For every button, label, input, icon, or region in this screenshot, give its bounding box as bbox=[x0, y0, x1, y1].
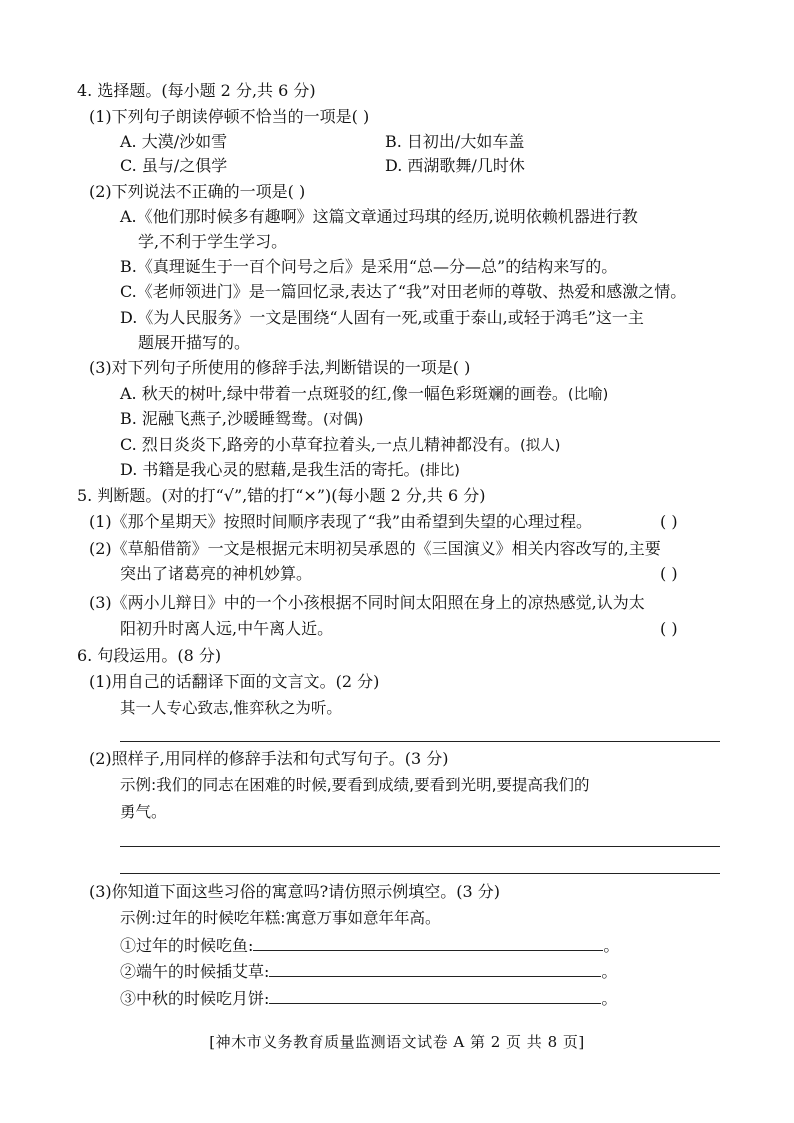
q4-sub3-option-c bbox=[120, 434, 560, 457]
q5-heading: 5. 判断题。(对的打“√”,错的打“×”)(每小题 2 分,共 6 分) bbox=[77, 486, 486, 505]
q4-sub2-option-a-line1: A.《他们那时候多有趣啊》这篇文章通过玛琪的经历,说明依赖机器进行教 bbox=[120, 207, 638, 226]
q4-sub3-option-a bbox=[120, 383, 608, 406]
q6-sub3-item1-label: ①过年的时候吃鱼: bbox=[120, 936, 254, 955]
q6-sub2-answer-line-1[interactable] bbox=[120, 846, 720, 847]
q4-sub3-option-d bbox=[120, 459, 460, 482]
q6-sub2-example-line2: 勇气。 bbox=[120, 803, 167, 821]
q4-sub1-option-a: A. 大漠/沙如雪 bbox=[120, 132, 228, 151]
q5-item1-answer-paren[interactable]: ( ) bbox=[660, 512, 678, 531]
q5-item2-line1: (2)《草船借箭》一文是根据元末明初吴承恩的《三国演义》相关内容改写的,主要 bbox=[89, 539, 661, 558]
q5-item3-answer-paren[interactable]: ( ) bbox=[660, 619, 678, 638]
q6-sub3-item3-label: ③中秋的时候吃月饼: bbox=[120, 989, 270, 1008]
q4-sub3-option-b-tag: (对偶) bbox=[323, 412, 364, 428]
q5-item3-line2: 阳初升时离人远,中午离人近。 bbox=[120, 619, 334, 638]
q5-item2-line2: 突出了诸葛亮的神机妙算。 bbox=[120, 564, 313, 583]
q6-heading: 6. 句段运用。(8 分) bbox=[77, 646, 222, 665]
q4-sub2-option-a-line2: 学,不利于学生学习。 bbox=[138, 232, 288, 251]
q6-sub1-classical-text: 其一人专心致志,惟弈秋之为听。 bbox=[120, 699, 342, 717]
q6-sub1-stem: (1)用自己的话翻译下面的文言文。(2 分) bbox=[89, 672, 380, 691]
q6-sub1-answer-line[interactable] bbox=[120, 741, 720, 742]
q4-sub2-option-d-line1: D.《为人民服务》一文是围绕“人固有一死,或重于泰山,或轻于鸿毛”这一主 bbox=[120, 308, 644, 327]
q4-sub2-stem: (2)下列说法不正确的一项是( ) bbox=[89, 182, 306, 201]
q4-sub2-option-d-line2: 题展开描写的。 bbox=[138, 333, 251, 352]
q4-sub3-option-c-text: C. 烈日炎炎下,路旁的小草耷拉着头,一点儿精神都没有。 bbox=[120, 435, 521, 454]
page-footer: [神木市义务教育质量监测语文试卷 A 第 2 页 共 8 页] bbox=[209, 1033, 585, 1051]
q4-heading: 4. 选择题。(每小题 2 分,共 6 分) bbox=[77, 81, 316, 100]
q4-sub3-option-c-tag: (拟人) bbox=[520, 438, 561, 454]
q6-sub3-example: 示例:过年的时候吃年糕:寓意万事如意年年高。 bbox=[120, 909, 441, 927]
q4-sub1-stem: (1)下列句子朗读停顿不恰当的一项是( ) bbox=[89, 107, 370, 126]
q4-sub3-option-a-tag: (比喻) bbox=[567, 387, 609, 403]
q5-item3-line1: (3)《两小儿辩日》中的一个小孩根据不同时间太阳照在身上的凉热感觉,认为太 bbox=[89, 593, 645, 612]
q6-sub3-item2-end: 。 bbox=[601, 962, 618, 981]
q6-sub3-item2-label: ②端午的时候插艾草: bbox=[120, 962, 270, 981]
q4-sub2-option-b: B.《真理诞生于一百个问号之后》是采用“总—分—总”的结构来写的。 bbox=[120, 257, 618, 276]
q6-sub2-example-line1: 示例:我们的同志在困难的时候,要看到成绩,要看到光明,要提高我们的 bbox=[120, 776, 590, 794]
q6-sub2-stem: (2)照样子,用同样的修辞手法和句式写句子。(3 分) bbox=[89, 749, 449, 768]
q4-sub1-option-d: D. 西湖歌舞/几时休 bbox=[385, 156, 525, 175]
q4-sub3-option-d-text: D. 书籍是我心灵的慰藉,是我生活的寄托。 bbox=[120, 460, 420, 479]
q4-sub3-option-b-text: B. 泥融飞燕子,沙暖睡鸳鸯。 bbox=[120, 409, 324, 428]
q4-sub3-stem: (3)对下列句子所使用的修辞手法,判断错误的一项是( ) bbox=[89, 358, 471, 377]
q5-item1: (1)《那个星期天》按照时间顺序表现了“我”由希望到失望的心理过程。 bbox=[89, 512, 593, 531]
q6-sub3-item2 bbox=[120, 960, 617, 983]
q6-sub3-item1-blank[interactable] bbox=[253, 934, 603, 951]
q5-item2-answer-paren[interactable]: ( ) bbox=[660, 564, 678, 583]
q4-sub1-option-c: C. 虽与/之俱学 bbox=[120, 156, 228, 175]
q4-sub2-option-c: C.《老师领进门》是一篇回忆录,表达了“我”对田老师的尊敬、热爱和感激之情。 bbox=[120, 282, 687, 301]
q6-sub3-item3-blank[interactable] bbox=[269, 987, 601, 1004]
q6-sub3-item3 bbox=[120, 987, 617, 1010]
q4-sub3-option-d-tag: (排比) bbox=[419, 463, 460, 479]
q4-sub3-option-b bbox=[120, 408, 363, 431]
q6-sub3-stem: (3)你知道下面这些习俗的寓意吗?请仿照示例填空。(3 分) bbox=[89, 882, 500, 901]
q4-sub1-option-b: B. 日初出/大如车盖 bbox=[385, 132, 525, 151]
q4-sub3-option-a-text: A. 秋天的树叶,绿中带着一点斑驳的红,像一幅色彩斑斓的画卷。 bbox=[120, 384, 568, 403]
q6-sub3-item2-blank[interactable] bbox=[269, 960, 601, 977]
q6-sub2-answer-line-2[interactable] bbox=[120, 873, 720, 874]
q6-sub3-item1-end: 。 bbox=[603, 936, 620, 955]
q6-sub3-item3-end: 。 bbox=[601, 989, 618, 1008]
q6-sub3-item1 bbox=[120, 934, 619, 957]
